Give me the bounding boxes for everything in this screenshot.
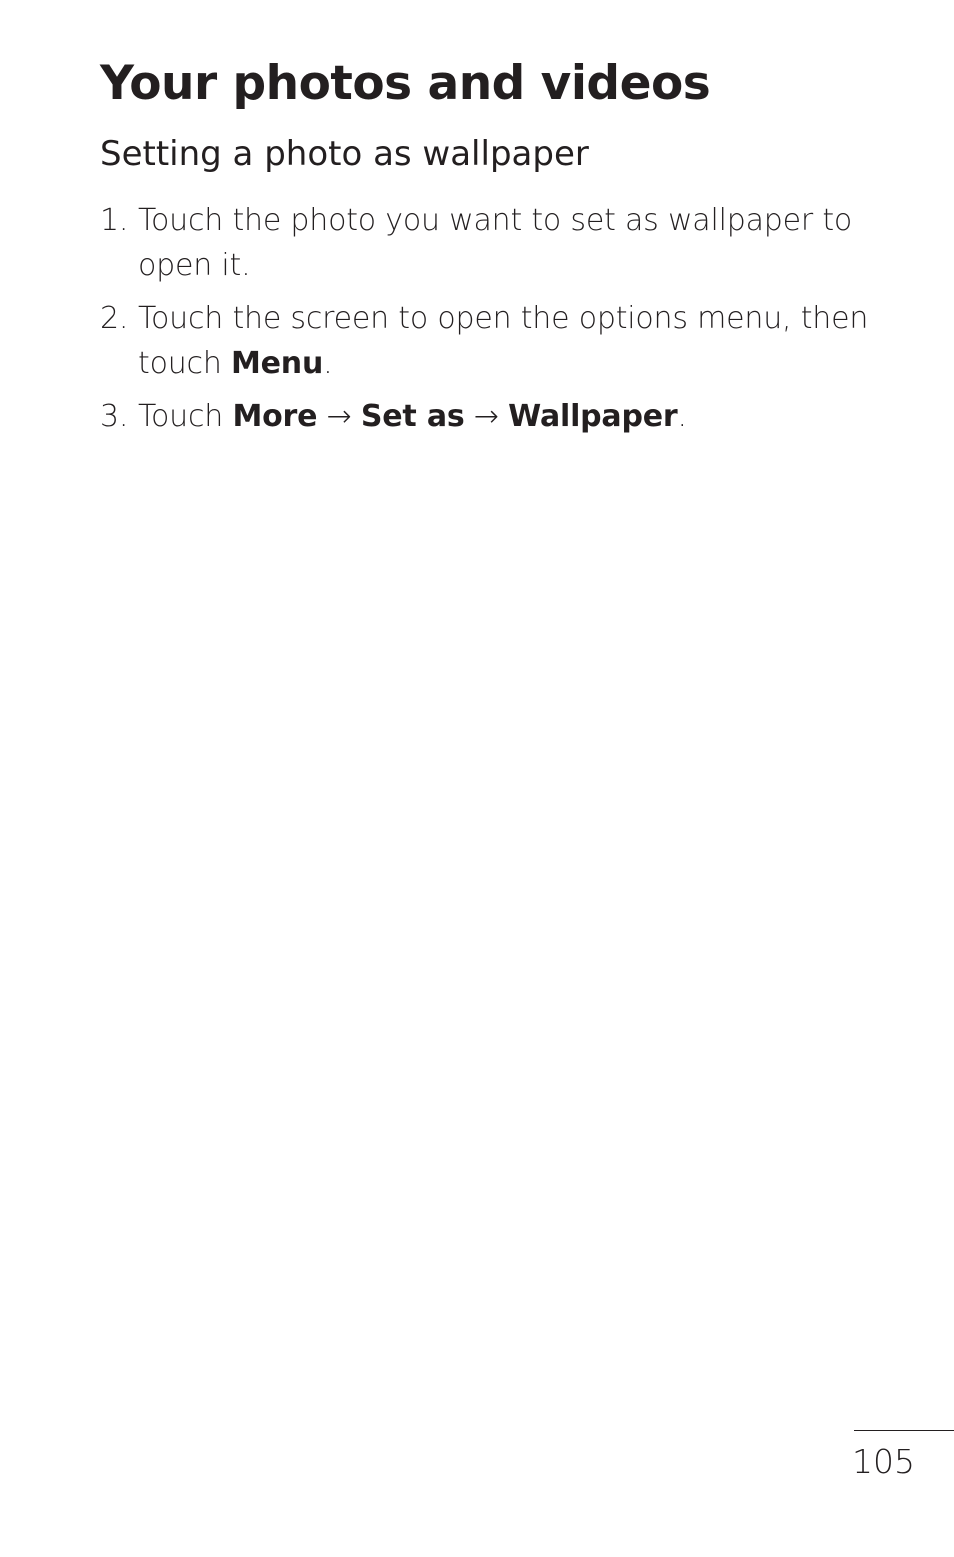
page-number: 105 xyxy=(852,1442,915,1481)
wallpaper-label: Wallpaper xyxy=(508,399,678,434)
step-text-end: . xyxy=(677,399,687,434)
arrow-icon: → xyxy=(464,399,509,434)
arrow-icon: → xyxy=(317,399,361,434)
footer-divider xyxy=(854,1430,954,1431)
step-3 xyxy=(100,394,900,439)
set-as-label: Set as xyxy=(360,399,465,434)
step-number: 2. xyxy=(100,301,129,336)
menu-label: Menu xyxy=(230,346,324,381)
step-text: Touch xyxy=(138,399,233,434)
steps-list xyxy=(100,198,900,447)
step-2 xyxy=(100,296,900,386)
step-number: 1. xyxy=(100,203,129,238)
step-1 xyxy=(100,198,900,288)
more-label: More xyxy=(232,399,318,434)
page-title: Your photos and videos xyxy=(100,56,711,111)
step-text: Touch the photo you want to set as wallpaper to open it. xyxy=(138,203,853,283)
section-title: Setting a photo as wallpaper xyxy=(100,134,589,174)
step-text-end: . xyxy=(323,346,333,381)
step-number: 3. xyxy=(100,399,129,434)
step-text: Touch the screen to open the options menu, then touch xyxy=(138,301,869,381)
